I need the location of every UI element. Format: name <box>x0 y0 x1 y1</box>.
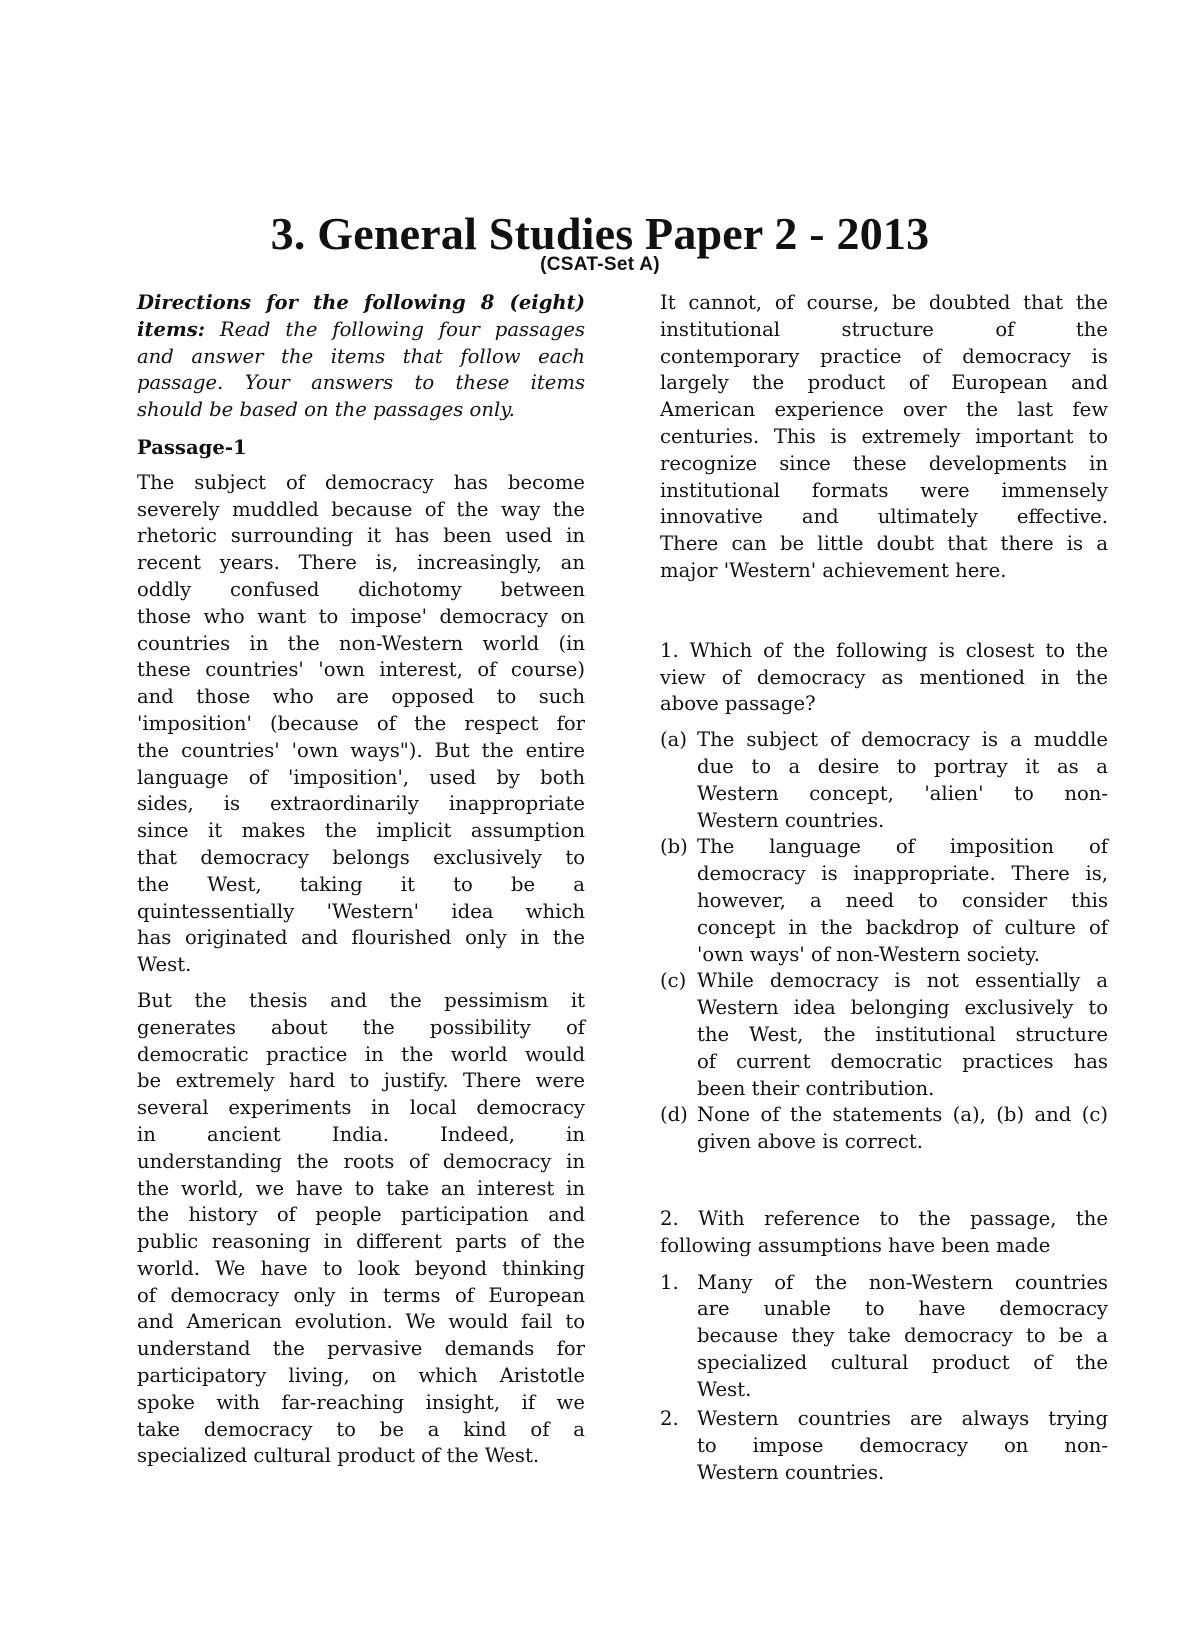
text-line: in ancient India. Indeed, in <box>137 1122 585 1146</box>
text-line: quintessentially 'Western' idea which <box>137 899 585 923</box>
text-line: due to a desire to portray it as a <box>697 754 1108 778</box>
text-line: however, a need to consider this <box>697 888 1108 912</box>
assumption-statement-text <box>697 1406 1108 1486</box>
page-title: 3. General Studies Paper 2 - 2013 <box>270 207 930 259</box>
text-line: West. <box>697 1377 752 1401</box>
text-line: contemporary practice of democracy is <box>660 344 1108 368</box>
question-1 <box>660 638 1108 1156</box>
text-line: innovative and ultimately effective. <box>660 505 1108 529</box>
answer-option <box>660 1102 1108 1156</box>
text-line: of current democratic practices has <box>697 1049 1108 1073</box>
text-line: generates about the possibility of <box>137 1015 585 1039</box>
answer-option-text <box>697 968 1108 1102</box>
passage-paragraph <box>137 988 585 1470</box>
text-line: rhetoric surrounding it has been used in <box>137 524 585 548</box>
spacer <box>660 594 1108 638</box>
answer-option-marker: (d) <box>660 1103 688 1127</box>
answer-option <box>660 727 1108 834</box>
text-line: institutional structure of the <box>660 317 1108 341</box>
directions-items-label: items: <box>137 317 205 341</box>
text-line: Western countries. <box>697 808 885 832</box>
left-column <box>137 290 585 1479</box>
answer-option-marker: (b) <box>660 835 688 859</box>
answer-option-text <box>697 834 1108 968</box>
text-line: those who want to impose' democracy on <box>137 604 585 628</box>
text-line: because they take democracy to be a <box>697 1324 1108 1348</box>
text-line: sides, is extraordinarily inappropriate <box>137 792 585 816</box>
question-options <box>660 727 1108 1156</box>
text-line: Western countries. <box>697 1461 885 1485</box>
directions-line: and answer the items that follow each <box>137 344 585 368</box>
text-line: institutional formats were immensely <box>660 478 1108 502</box>
text-line: the West, the institutional structure <box>697 1022 1108 1046</box>
text-line: Western concept, 'alien' to non- <box>697 781 1108 805</box>
text-line: above passage? <box>660 692 816 716</box>
text-line: The subject of democracy is a muddle <box>697 728 1108 752</box>
text-line: understanding the roots of democracy in <box>137 1149 585 1173</box>
text-line: 1. Which of the following is closest to the <box>660 638 1108 662</box>
text-line: recent years. There is, increasingly, an <box>137 551 585 575</box>
text-line: take democracy to be a kind of a <box>137 1417 585 1441</box>
text-line: of democracy only in terms of European <box>137 1283 585 1307</box>
text-line: major 'Western' achievement here. <box>660 558 1007 582</box>
text-line: 'own ways' of non-Western society. <box>697 942 1040 966</box>
answer-option <box>660 968 1108 1102</box>
directions-line: passage. Your answers to these items <box>137 371 585 395</box>
text-line: The subject of democracy has become <box>137 470 585 494</box>
directions-line <box>137 317 585 344</box>
text-line: It cannot, of course, be doubted that the <box>660 291 1108 314</box>
text-line: countries in the non-Western world (in <box>137 631 585 655</box>
answer-option-marker: (a) <box>660 728 687 752</box>
assumption-statement <box>660 1406 1108 1486</box>
directions-text: Read the following four passages <box>204 317 585 341</box>
text-line: centuries. This is extremely important to <box>660 424 1108 448</box>
text-line: specialized cultural product of the <box>697 1350 1108 1374</box>
text-line: are unable to have democracy <box>697 1297 1108 1321</box>
text-line: be extremely hard to justify. There were <box>137 1069 585 1093</box>
text-line: the countries' 'own ways"). But the entire <box>137 738 585 762</box>
text-line: 'imposition' (because of the respect for <box>137 711 585 735</box>
text-line: and American evolution. We would fail to <box>137 1310 585 1334</box>
question-stem <box>660 1206 1108 1260</box>
right-column <box>660 290 1108 1490</box>
directions-line <box>137 290 585 317</box>
question-statements <box>660 1270 1108 1487</box>
text-line: and those who are opposed to such <box>137 685 585 709</box>
directions-line: should be based on the passages only. <box>137 398 515 422</box>
text-line: Western idea belonging exclusively to <box>697 996 1108 1020</box>
text-line: democratic practice in the world would <box>137 1042 585 1066</box>
text-line: the West, taking it to be a <box>137 872 585 896</box>
text-line: understand the pervasive demands for <box>137 1337 585 1361</box>
text-line: West. <box>137 953 192 977</box>
text-line: spoke with far-reaching insight, if we <box>137 1390 585 1414</box>
text-line: concept in the backdrop of culture of <box>697 915 1108 939</box>
text-line: participatory living, on which Aristotle <box>137 1364 585 1388</box>
text-line: view of democracy as mentioned in the <box>660 665 1108 689</box>
assumption-statement <box>660 1270 1108 1404</box>
answer-option <box>660 834 1108 968</box>
page-subtitle: (CSAT-Set A) <box>540 254 660 275</box>
text-line: The language of imposition of <box>697 835 1108 859</box>
spacer <box>660 1156 1108 1206</box>
text-line: largely the product of European and <box>660 371 1108 395</box>
text-line: following assumptions have been made <box>660 1233 1051 1257</box>
passage-heading: Passage-1 <box>137 435 247 459</box>
text-line: given above is correct. <box>697 1130 923 1154</box>
answer-option-text <box>697 1102 1108 1156</box>
text-line: Western countries are always trying <box>697 1407 1108 1431</box>
assumption-statement-text <box>697 1270 1108 1404</box>
question-2 <box>660 1206 1108 1487</box>
text-line: these countries' 'own interest, of course) <box>137 658 585 682</box>
text-line: since it makes the implicit assumption <box>137 819 585 843</box>
text-line: American experience over the last few <box>660 398 1108 422</box>
text-line: specialized cultural product of the West. <box>137 1444 540 1468</box>
text-line: oddly confused dichotomy between <box>137 577 585 601</box>
text-line: language of 'imposition', used by both <box>137 765 585 789</box>
text-line: that democracy belongs exclusively to <box>137 845 585 869</box>
text-line: 2. With reference to the passage, the <box>660 1206 1108 1230</box>
text-line: None of the statements (a), (b) and (c) <box>697 1103 1108 1127</box>
text-line: to impose democracy on non- <box>697 1434 1108 1458</box>
text-line: Many of the non-Western countries <box>697 1270 1108 1294</box>
text-line: democracy is inappropriate. There is, <box>697 862 1108 886</box>
passage-paragraph <box>660 290 1108 585</box>
text-line: world. We have to look beyond thinking <box>137 1256 585 1280</box>
answer-option-marker: (c) <box>660 969 687 993</box>
passage-paragraph <box>137 470 585 979</box>
text-line: But the thesis and the pessimism it <box>137 988 585 1012</box>
directions-lead: Directions for the following 8 (eight) <box>137 291 585 314</box>
directions-block <box>137 290 585 424</box>
text-line: There can be little doubt that there is a <box>660 532 1108 556</box>
assumption-statement-marker: 1. <box>660 1270 679 1294</box>
text-line: While democracy is not essentially a <box>697 969 1108 993</box>
text-line: public reasoning in different parts of the <box>137 1230 585 1254</box>
text-line: the history of people participation and <box>137 1203 585 1227</box>
text-line: several experiments in local democracy <box>137 1096 585 1120</box>
question-stem <box>660 638 1108 718</box>
text-line: recognize since these developments in <box>660 451 1108 475</box>
text-line: been their contribution. <box>697 1076 935 1100</box>
answer-option-text <box>697 727 1108 834</box>
text-line: severely muddled because of the way the <box>137 497 585 521</box>
text-line: the world, we have to take an interest in <box>137 1176 585 1200</box>
text-line: has originated and flourished only in the <box>137 926 585 950</box>
assumption-statement-marker: 2. <box>660 1407 679 1431</box>
